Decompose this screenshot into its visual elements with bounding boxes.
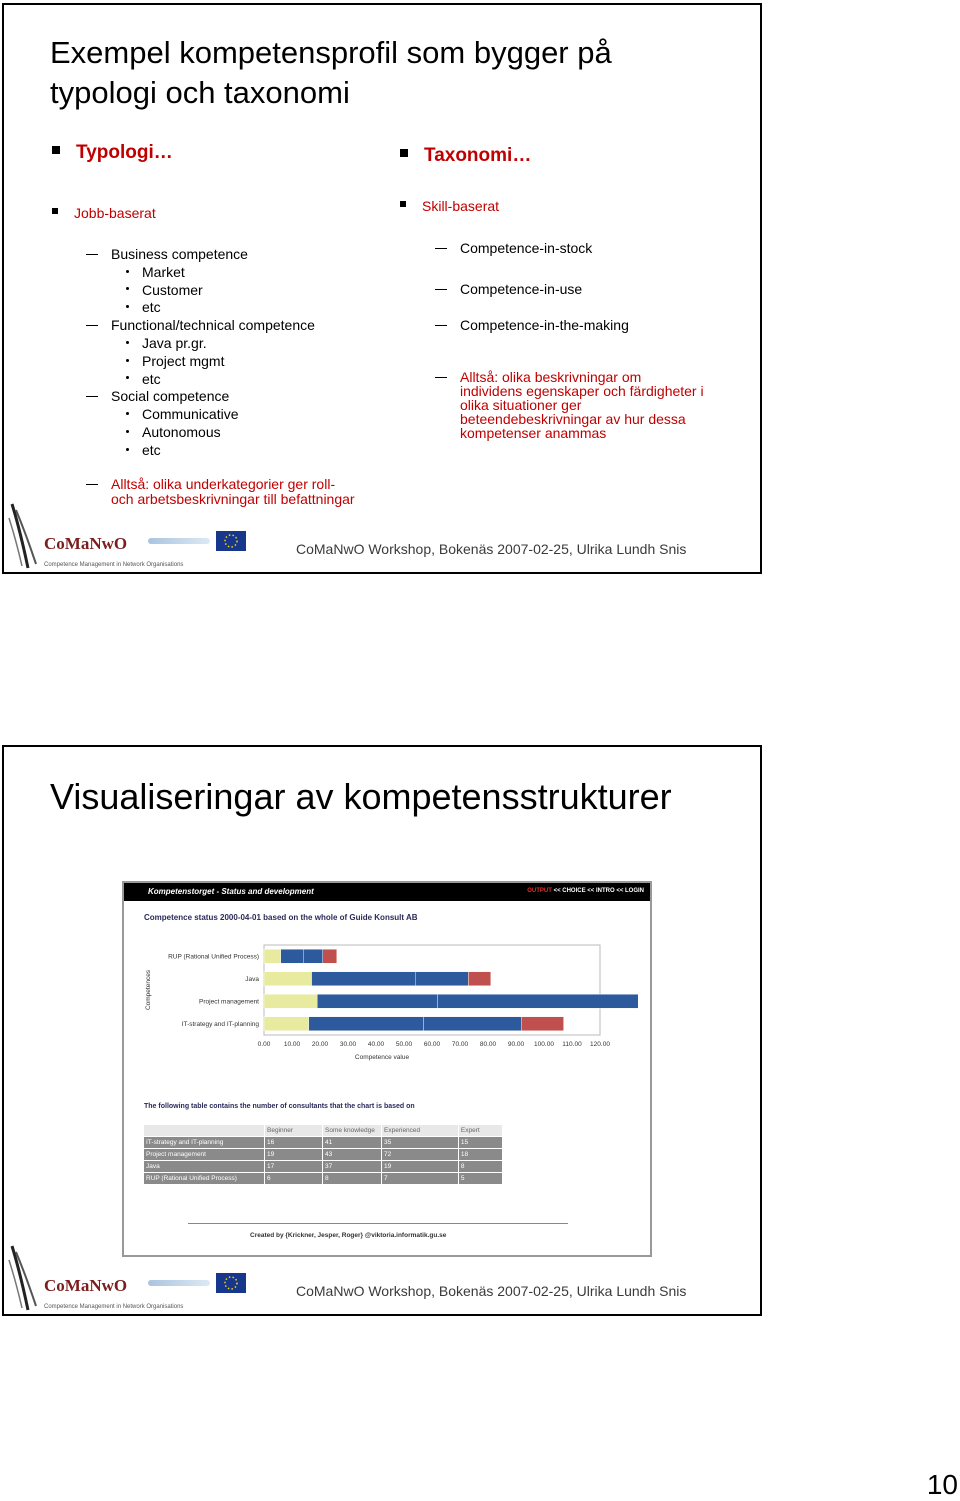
list-item: Project mgmt [86,353,315,371]
table-cell: 16 [265,1137,323,1149]
table-cell: 19 [265,1149,323,1161]
list-item: Business competence [86,246,315,264]
slide-footer [4,1239,760,1314]
table-row [144,1137,502,1149]
x-tick-label: 100.00 [534,1041,554,1048]
taxonomi-item: Competence-in-stock [435,240,592,257]
bar-segment [468,972,490,986]
table-row [144,1149,502,1161]
table-cell: 6 [265,1173,323,1185]
table-row [144,1173,502,1185]
taxonomi-item: Competence-in-the-making [435,317,629,334]
bar-segment [264,994,317,1008]
list-item: Communicative [86,406,315,424]
comanwo-logo: CoMaNwO [44,534,128,553]
slide-1 [2,3,762,574]
list-item: Functional/technical competence [86,317,315,335]
table-cell: 19 [382,1161,459,1173]
x-tick-label: 70.00 [451,1041,469,1048]
nav-choice[interactable]: CHOICE [562,888,586,894]
jobb-baserat: Jobb-baserat [52,205,156,222]
bar-segment [264,949,281,963]
competence-status-text: Competence status 2000-04-01 based on the whole of Guide Konsult AB [144,913,418,922]
typologi-summary: Alltså: olika underkategorier ger roll- och arbetsbeskrivningar till befattningar [86,477,355,507]
comanwo-logo-subtitle: Competence Management in Network Organisations [44,562,184,568]
typologi-heading: Typologi… [52,142,173,164]
table-row-label: RUP (Rational Unified Process) [144,1173,265,1185]
comanwo-logo: CoMaNwO [44,1276,128,1295]
bar-segment [323,949,337,963]
airplane-icon [148,1280,210,1286]
table-cell: 8 [460,1163,465,1170]
category-label: IT-strategy and IT-planning [181,1020,259,1028]
table-cell: 8 [323,1173,382,1185]
table-cell: 5 [460,1175,465,1182]
category-label: RUP (Rational Unified Process) [168,953,259,961]
bar-segment [522,1017,564,1031]
list-item: etc [86,299,315,317]
table-cell: 35 [382,1137,459,1149]
slide-2 [2,745,762,1316]
slide-footer [4,497,760,572]
x-tick-label: 120.00 [590,1041,610,1048]
eu-flag-icon [216,531,246,551]
taxonomi-summary: Alltså: olika beskrivningar om individens egenskaper och färdigheter i olika situationer ger beteendebeskrivningar av hur dessa kompetenser anammas [435,370,704,440]
table-row-label: Project management [144,1149,265,1161]
x-tick-label: 60.00 [423,1041,441,1048]
table-cell: 7 [382,1173,459,1185]
bar-segment [264,972,312,986]
footer-text: CoMaNwO Workshop, Bokenäs 2007-02-25, Ulrika Lundh Snis [296,541,687,557]
bullet-square-icon [400,149,408,157]
bullet-square-icon [52,208,58,214]
x-tick-label: 40.00 [367,1041,385,1048]
x-tick-label: 80.00 [479,1041,497,1048]
bar-segment [312,972,416,986]
nav-login[interactable]: LOGIN [625,888,644,894]
bar-segment [424,1017,522,1031]
category-label: Java [245,975,259,983]
nav-intro[interactable]: INTRO [595,888,615,894]
list-item: etc [86,442,315,460]
list-item: Customer [86,282,315,300]
credit-text: Created by {Krickner, Jesper, Roger} @viktoria.informatik.gu.se [250,1232,447,1239]
x-tick-label: 90.00 [507,1041,525,1048]
list-item: Java pr.gr. [86,335,315,353]
list-item: Market [86,264,315,282]
skill-baserat: Skill-baserat [400,198,499,215]
list-item: Social competence [86,388,315,406]
table-row-label: IT-strategy and IT-planning [144,1137,265,1149]
feather-logo-icon [6,1242,46,1312]
slide-1-title: Exempel kompetensprofil som bygger på typologi och taxonomi [50,35,612,110]
x-tick-label: 20.00 [311,1041,329,1048]
eu-flag-icon [216,1273,246,1293]
bar-segment [281,949,303,963]
app-header-title: Kompetenstorget - Status and development [148,887,314,896]
bullet-square-icon [52,146,60,154]
table-cell: 43 [323,1149,382,1161]
table-row-label: Java [144,1161,265,1173]
competence-chart [138,941,638,1091]
table-cell: 72 [382,1149,459,1161]
table-cell: 17 [265,1161,323,1173]
consultant-table [144,1125,502,1184]
nav-output[interactable]: OUTPUT [527,888,552,894]
app-header [124,883,650,901]
airplane-icon [148,538,210,544]
table-row [144,1161,502,1173]
page-number: 10 [926,1469,958,1500]
footer-text: CoMaNwO Workshop, Bokenäs 2007-02-25, Ulrika Lundh Snis [296,1283,687,1299]
category-label: Project management [199,998,259,1006]
taxonomi-item: Competence-in-use [435,281,582,298]
bar-segment [264,1017,309,1031]
divider [188,1223,568,1224]
table-cell: 18 [460,1151,469,1158]
table-intro: The following table contains the number of consultants that the chart is based on [144,1103,415,1110]
bar-segment [317,994,437,1008]
table-cell: 41 [323,1137,382,1149]
bullet-square-icon [400,201,406,207]
x-tick-label: 0.00 [257,1041,271,1048]
app-screenshot [122,881,652,1257]
list-item: etc [86,371,315,389]
bar-segment [309,1017,424,1031]
typologi-list [86,246,315,460]
table-cell: 37 [323,1161,382,1173]
x-tick-label: 50.00 [395,1041,413,1048]
x-tick-label: 30.00 [339,1041,357,1048]
comanwo-logo-subtitle: Competence Management in Network Organisations [44,1304,184,1310]
y-axis-label: Competences [145,969,152,1011]
feather-logo-icon [6,500,46,570]
slide-2-title: Visualiseringar av kompetensstrukturer [50,776,672,817]
app-nav: OUTPUT << CHOICE << INTRO << LOGIN [527,888,644,894]
bar-segment [415,972,468,986]
x-axis-label: Competence value [354,1054,410,1061]
list-item: Autonomous [86,424,315,442]
taxonomi-heading: Taxonomi… [400,145,531,167]
table-header-row: Beginner Some knowledge Experienced Expert [144,1125,502,1137]
bar-segment [438,994,638,1008]
bar-segment [303,949,323,963]
x-tick-label: 10.00 [283,1041,301,1048]
x-tick-label: 110.00 [562,1041,582,1048]
table-cell: 15 [460,1139,469,1146]
